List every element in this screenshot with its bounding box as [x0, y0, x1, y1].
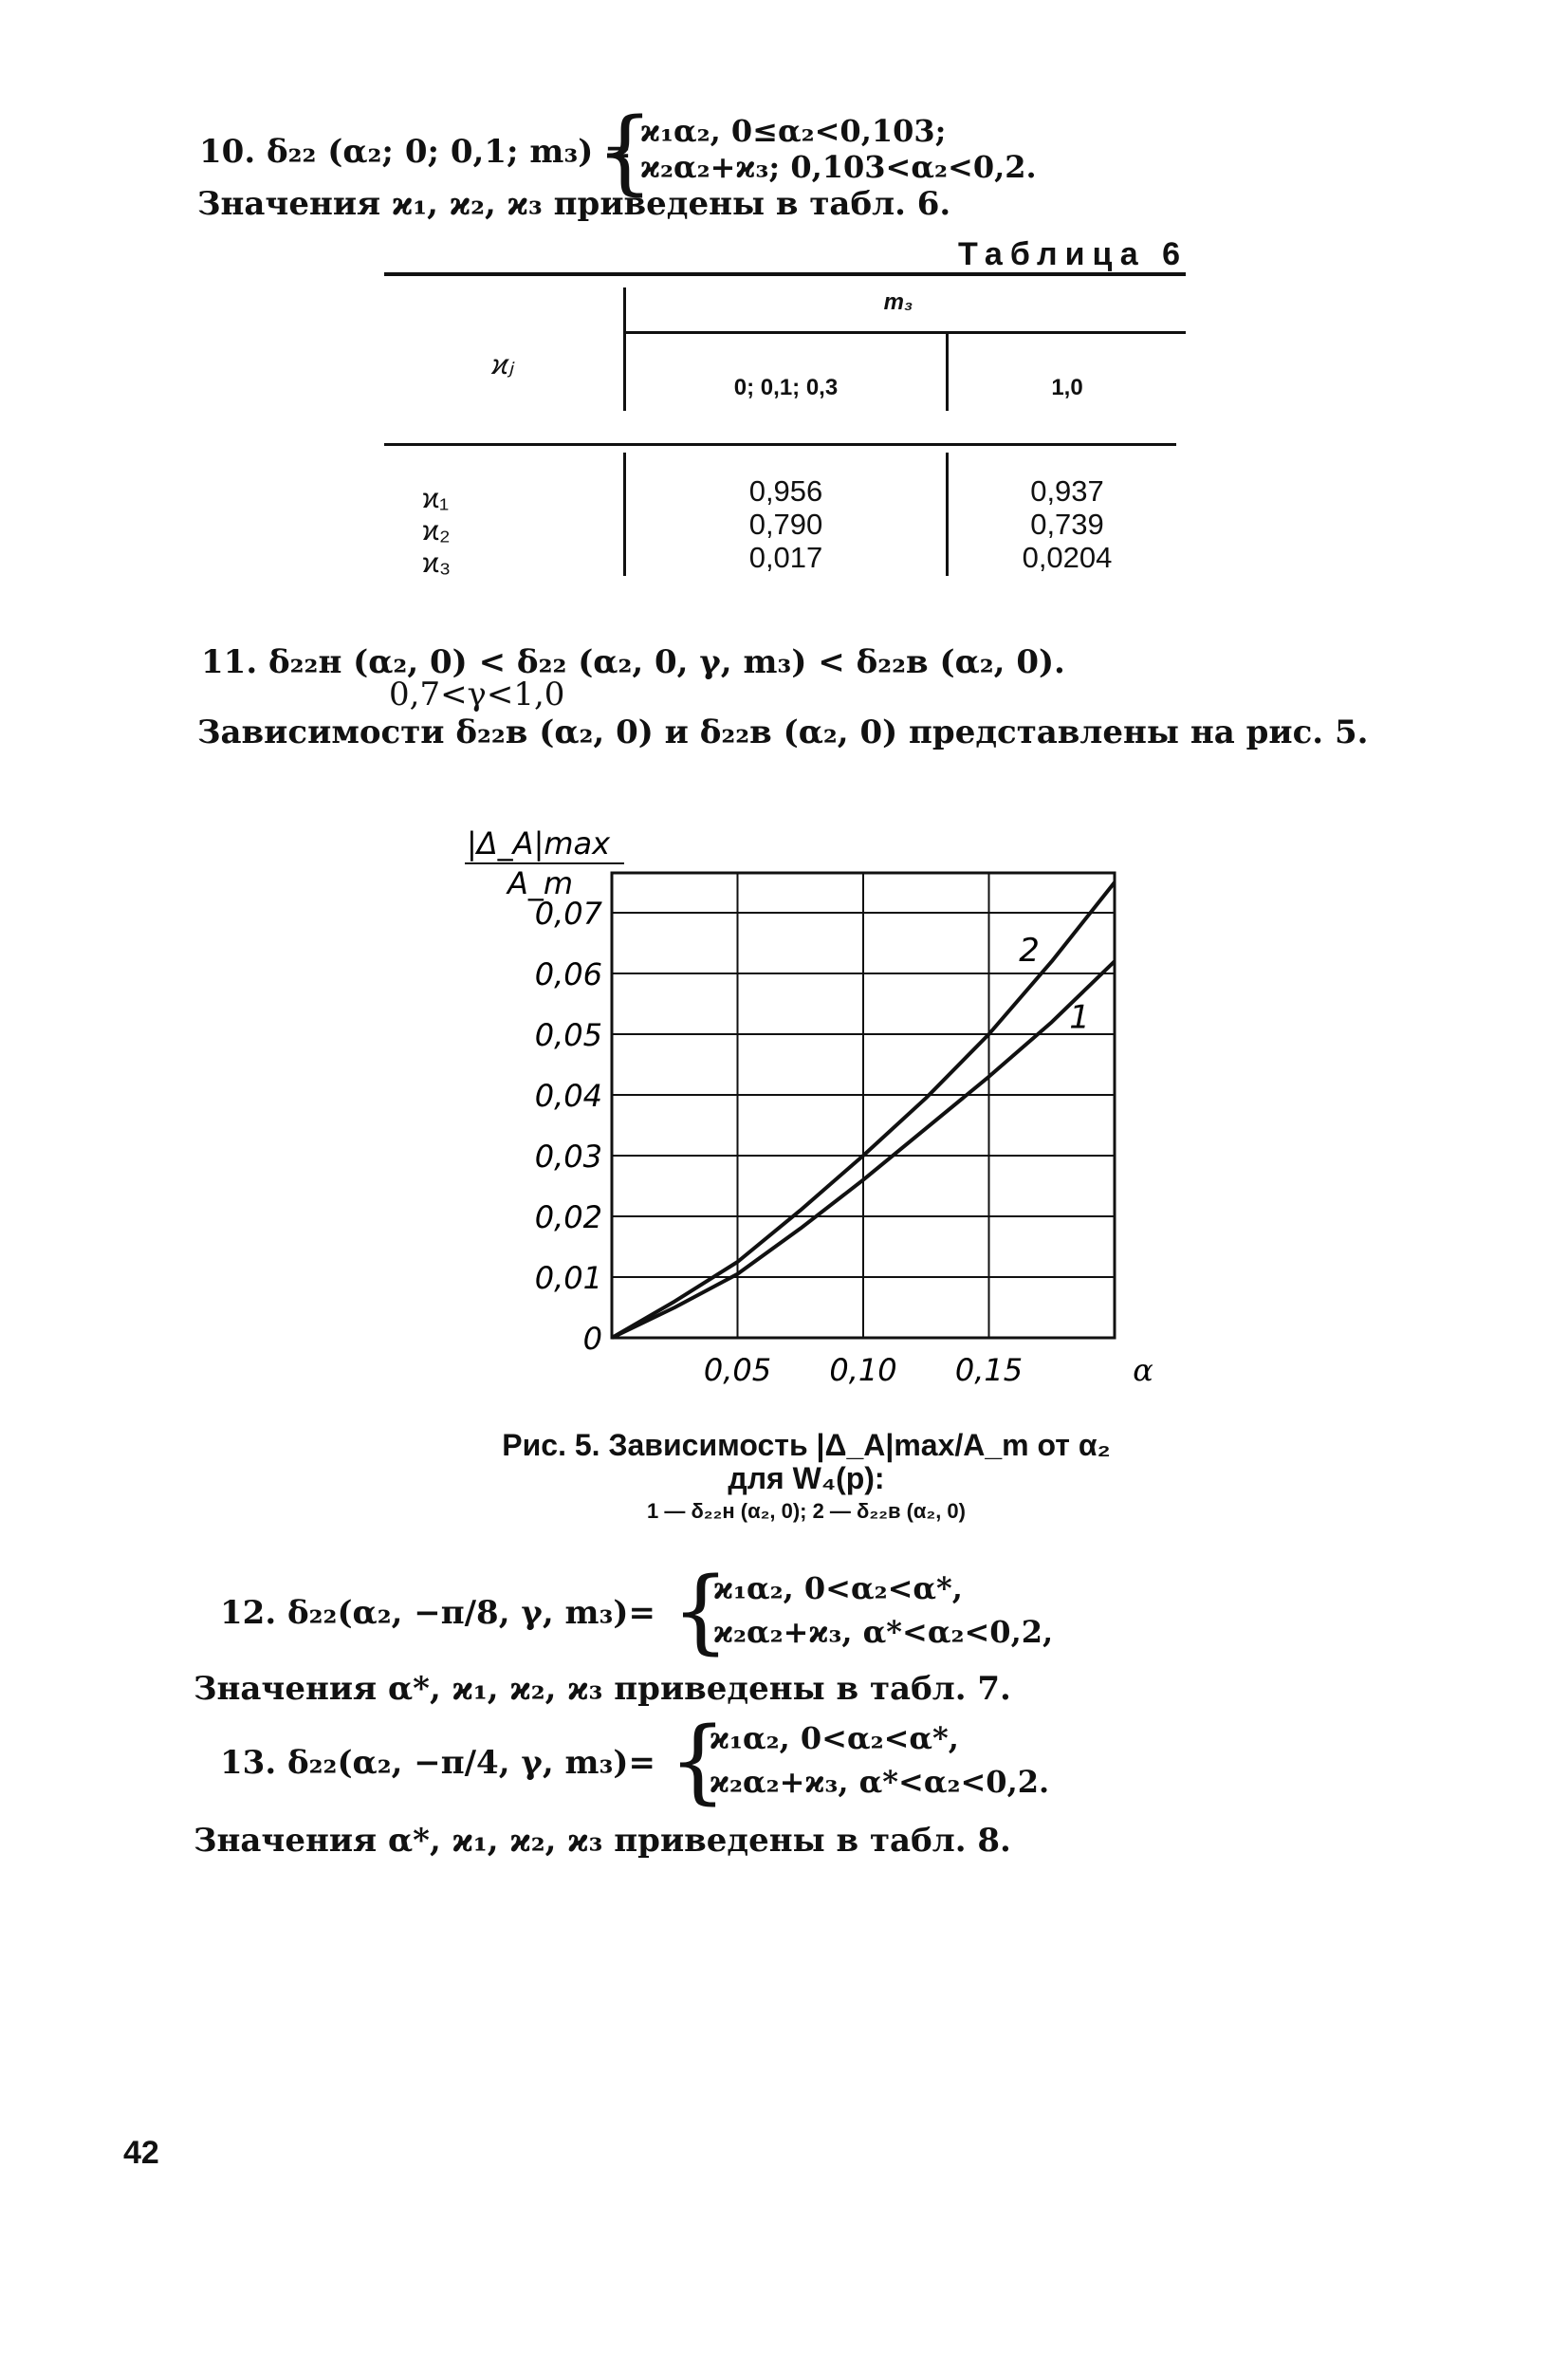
- x-tick-label: 0,10: [829, 1352, 897, 1388]
- x-tick-label: 0,15: [954, 1352, 1024, 1388]
- item10-case2: ϰ₂α₂+ϰ₃; 0,103<α₂<0,2.: [640, 149, 1037, 185]
- item13-brace: {: [669, 1708, 728, 1814]
- table6-caption: Таблица 6: [958, 236, 1189, 272]
- item10-note: Значения ϰ₁, ϰ₂, ϰ₃ приведены в табл. 6.: [197, 185, 951, 223]
- series-label-1: 1: [1069, 998, 1090, 1037]
- table-row-name: ϰ₃: [422, 547, 452, 579]
- figure-caption-legend: 1 — δ₂₂н (α₂, 0); 2 — δ₂₂в (α₂, 0): [646, 1499, 966, 1523]
- item13-case2: ϰ₂α₂+ϰ₃, α*<α₂<0,2.: [710, 1764, 1050, 1800]
- figure-caption-line2: для W₄(p):: [728, 1461, 885, 1495]
- item13-note: Значения α*, ϰ₁, ϰ₂, ϰ₃ приведены в табл. 8.: [194, 1822, 1011, 1860]
- figure5-chart: [455, 825, 1157, 1423]
- table-group-rule: [626, 331, 1186, 334]
- table-cell: 0,017: [748, 541, 823, 574]
- item11-line2: 0,7<γ<1,0: [389, 676, 565, 713]
- x-tick-label: 0,05: [703, 1352, 772, 1388]
- table6: [384, 272, 1186, 585]
- item12-case2: ϰ₂α₂+ϰ₃, α*<α₂<0,2,: [713, 1614, 1054, 1650]
- table-row-name: ϰ₂: [422, 515, 451, 547]
- table-header-rule: [384, 443, 1176, 446]
- table-col1-header: 0; 0,1; 0,3: [733, 375, 839, 400]
- table-col2-header: 1,0: [1051, 375, 1083, 400]
- item10-label: 10. δ₂₂ (α₂; 0; 0,1; m₃) =: [199, 133, 632, 171]
- y-tick-label: 0,02: [534, 1199, 602, 1235]
- figure-caption-line1: Рис. 5. Зависимость |Δ_A|max/A_m от α₂: [502, 1428, 1111, 1462]
- y-axis-label-denominator: A_m: [507, 865, 574, 901]
- item12-note: Значения α*, ϰ₁, ϰ₂, ϰ₃ приведены в табл. 7.: [194, 1670, 1011, 1708]
- table-top-rule: [384, 272, 1186, 276]
- table-col-divider-top: [946, 333, 949, 377]
- table-cell: 0,790: [748, 508, 823, 541]
- table-stub-divider-mid: [623, 377, 626, 411]
- item11-note: Зависимости δ₂₂в (α₂, 0) и δ₂₂в (α₂, 0) представлены на рис. 5.: [197, 713, 1369, 751]
- table-col-divider-mid: [946, 377, 949, 411]
- y-axis-label-numerator: |Δ_A|max: [467, 825, 611, 862]
- y-tick-label: 0: [582, 1321, 602, 1357]
- table-row-name: ϰ₁: [422, 483, 450, 514]
- series-label-2: 2: [1019, 932, 1040, 971]
- item13-case1: ϰ₁α₂, 0<α₂<α*,: [710, 1720, 959, 1756]
- item12-label: 12. δ₂₂(α₂, −π/8, γ, m₃)=: [220, 1594, 655, 1632]
- y-tick-label: 0,01: [534, 1260, 602, 1296]
- y-tick-label: 0,03: [534, 1139, 602, 1175]
- y-tick-label: 0,05: [534, 1017, 602, 1053]
- y-tick-label: 0,06: [534, 956, 602, 992]
- figure5: [455, 825, 1157, 1423]
- item11-line1: 11. δ₂₂н (α₂, 0) < δ₂₂ (α₂, 0, γ, m₃) < δ₂₂в (α₂, 0).: [201, 643, 1065, 681]
- x-axis-label: α: [1133, 1352, 1153, 1388]
- y-tick-label: 0,07: [534, 896, 602, 932]
- item10-brace: {: [596, 99, 655, 205]
- table-cell: 0,956: [748, 474, 823, 508]
- table-group-header: m₃: [883, 289, 913, 315]
- item12-brace: {: [672, 1558, 730, 1664]
- item13-label: 13. δ₂₂(α₂, −π/4, γ, m₃)=: [220, 1744, 655, 1782]
- item12-case1: ϰ₁α₂, 0<α₂<α*,: [713, 1570, 963, 1606]
- table-cell: 0,739: [1030, 508, 1104, 541]
- table-cell: 0,0204: [1022, 541, 1113, 574]
- table-row-header: ϰⱼ: [491, 349, 514, 380]
- table-cell: 0,937: [1030, 474, 1104, 508]
- item10-case1: ϰ₁α₂, 0≤α₂<0,103;: [640, 113, 947, 149]
- y-tick-label: 0,04: [534, 1078, 602, 1114]
- page-number: 42: [123, 2135, 159, 2171]
